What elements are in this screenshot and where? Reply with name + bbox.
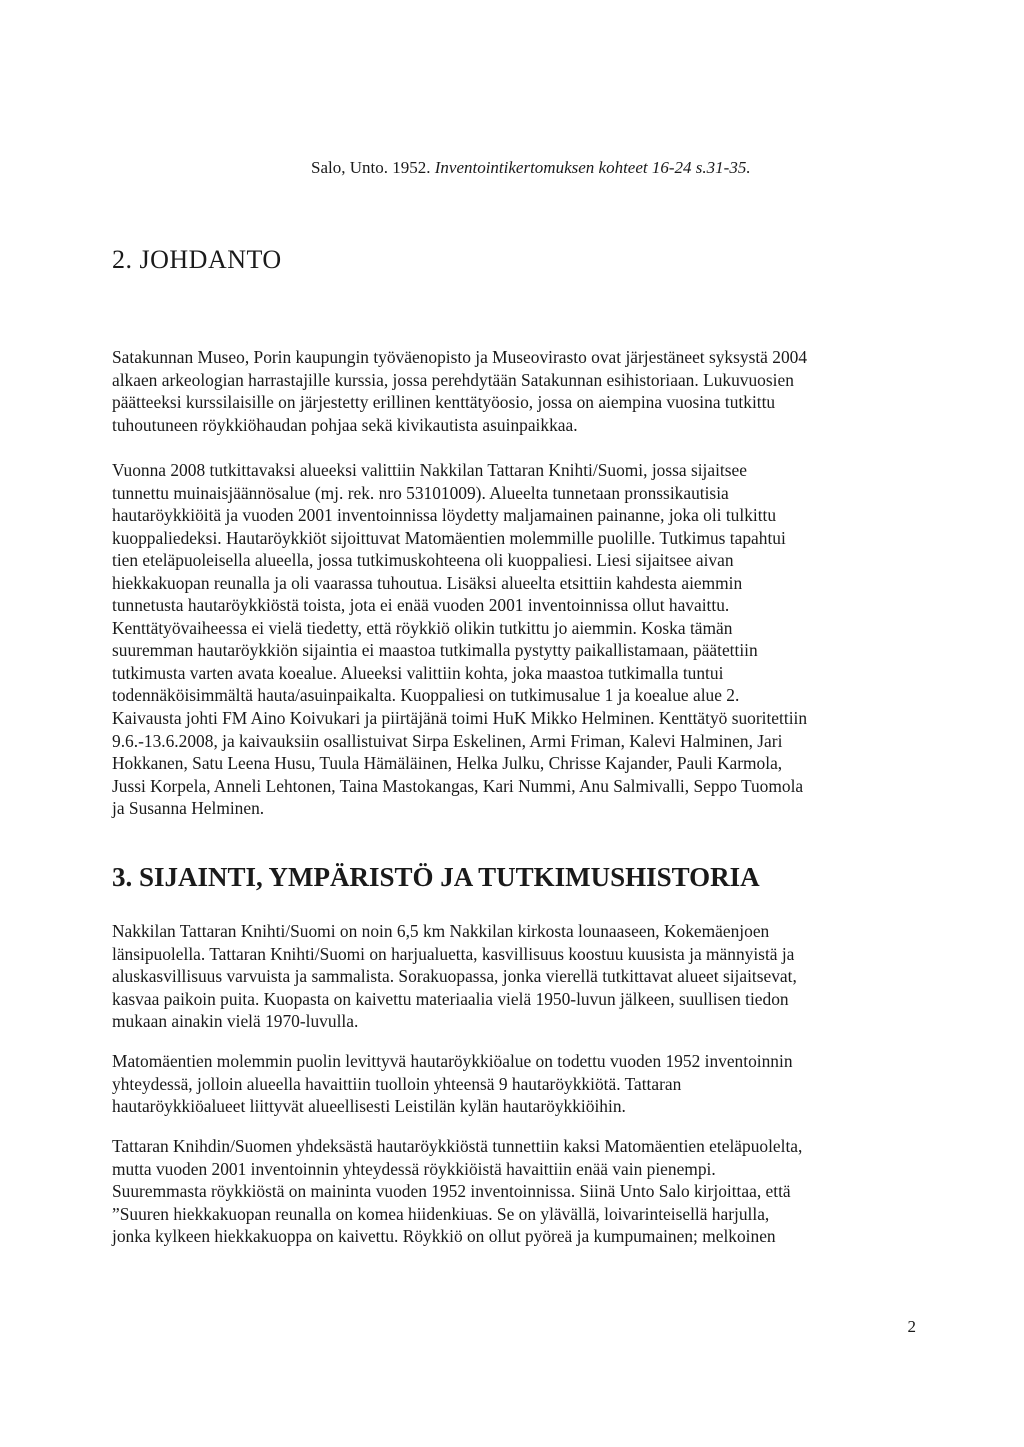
text-line: Tattaran Knihdin/Suomen yhdeksästä hautaröykkiöstä tunnettiin kaksi Matomäentien eteläpuolelta, (112, 1136, 803, 1156)
reference-author-year: Salo, Unto. 1952. (311, 158, 435, 177)
text-line: päätteeksi kurssilaisille on järjestetty erillinen kenttätyöosio, jossa on aiempina vuosina tutkittu (112, 392, 776, 412)
page-number: 2 (907, 1317, 916, 1336)
text-line: kasvaa paikoin puita. Kuopasta on kaivettu materiaalia vielä 1950-luvun jälkeen, suullisen tiedon (112, 988, 789, 1009)
text-line: Matomäentien molemmin puolin levittyvä hautaröykkiöalue on todettu vuoden 1952 inventoinnin (112, 1051, 793, 1071)
section-3-paragraph-2 (112, 1050, 922, 1118)
text-line: yhteydessä, jolloin alueella havaittiin tuolloin yhteensä 9 hautaröykkiötä. Tattaran (112, 1073, 682, 1094)
text-line: suuremman hautaröykkiön sijaintia ei maastoa tutkimalla pystytty paikallistamaan, päätettiin (112, 640, 758, 660)
bibliographic-reference (311, 157, 751, 179)
text-line: hiekkakuopan reunalla ja oli vaarassa tuhoutua. Lisäksi alueelta etsittiin kahdesta aiemmin (112, 572, 743, 593)
text-line: tunnettu muinaisjäännösalue (mj. rek. nro 53101009). Alueelta tunnetaan pronssikautisia (112, 482, 729, 503)
section-2-paragraph-2 (112, 459, 922, 707)
text-line: tien eteläpuoleisella alueella, jossa tutkimuskohteena oli kuoppaliesi. Liesi sijaitsee aivan (112, 550, 734, 570)
reference-title: Inventointikertomuksen kohteet 16-24 s.31-35. (434, 158, 751, 177)
section-2-paragraph-3 (112, 707, 922, 820)
text-line: kuoppaliedeksi. Hautaröykkiöt sijoittuvat Matomäentien molemmille puolille. Tutkimus tapahtui (112, 527, 786, 548)
text-line: 9.6.-13.6.2008, ja kaivauksiin osallistuivat Sirpa Eskelinen, Armi Friman, Kalevi Halminen, Jari (112, 730, 783, 751)
text-line: Kaivausta johti FM Aino Koivukari ja piirtäjänä toimi HuK Mikko Helminen. Kenttätyö suoritettiin (112, 708, 808, 728)
text-line: jonka kylkeen hiekkakuoppa on kaivettu. Röykkiö on ollut pyöreä ja kumpumainen; melkoinen (112, 1226, 776, 1246)
section-2-paragraph-1 (112, 346, 922, 436)
text-line: Suuremmasta röykkiöstä on maininta vuoden 1952 inventoinnissa. Siinä Unto Salo kirjoittaa, että (112, 1181, 791, 1201)
section-3-heading: 3. SIJAINTI, YMPÄRISTÖ JA TUTKIMUSHISTORIA (112, 862, 760, 892)
text-line: Jussi Korpela, Anneli Lehtonen, Taina Mastokangas, Kari Nummi, Anu Salmivalli, Seppo Tuomola (112, 775, 804, 796)
section-2-heading: 2. JOHDANTO (112, 245, 282, 274)
text-line: alkaen arkeologian harrastajille kurssia, jossa perehdytään Satakunnan esihistoriaan. Lukuvuosien (112, 369, 794, 390)
section-3-paragraph-3 (112, 1135, 922, 1248)
text-line: Satakunnan Museo, Porin kaupungin työväenopisto ja Museovirasto ovat järjestäneet syksystä 2004 (112, 347, 808, 367)
text-line: mukaan ainakin vielä 1970-luvulla. (112, 1011, 359, 1031)
text-line: todennäköisimmältä hauta/asuinpaikalta. Kuoppaliesi on tutkimusalue 1 ja koealue alue 2. (112, 685, 740, 705)
text-line: mutta vuoden 2001 inventoinnin yhteydessä röykkiöistä havaittiin enää vain pienempi. (112, 1158, 716, 1179)
section-3-paragraph-1 (112, 920, 922, 1033)
text-line: Hokkanen, Satu Leena Husu, Tuula Hämäläinen, Helka Julku, Chrisse Kajander, Pauli Karmola, (112, 753, 783, 773)
text-line: ”Suuren hiekkakuopan reunalla on komea hiidenkiuas. Se on ylävällä, loivarinteisellä harjulla, (112, 1203, 770, 1224)
text-line: ja Susanna Helminen. (112, 798, 265, 818)
text-line: Vuonna 2008 tutkittavaksi alueeksi valittiin Nakkilan Tattaran Knihti/Suomi, jossa sijaitsee (112, 460, 747, 480)
text-line: hautaröykkiöalueet liittyvät alueellisesti Leistilän kylän hautaröykkiöihin. (112, 1096, 626, 1116)
text-line: hautaröykkiöitä ja vuoden 2001 inventoinnissa löydetty maljamainen painanne, joka oli tulkittu (112, 505, 777, 525)
text-line: Kenttätyövaiheessa ei vielä tiedetty, että röykkiö olikin tutkittu jo aiemmin. Koska tämän (112, 617, 733, 638)
text-line: Nakkilan Tattaran Knihti/Suomi on noin 6,5 km Nakkilan kirkosta lounaaseen, Kokemäenjoen (112, 921, 770, 941)
text-line: tunnetusta hautaröykkiöstä toista, jota ei enää vuoden 2001 inventoinnissa ollut havaittu. (112, 595, 730, 615)
text-line: tuhoutuneen röykkiöhaudan pohjaa sekä kivikautista asuinpaikkaa. (112, 414, 578, 435)
text-line: tutkimusta varten avata koealue. Alueeksi valittiin kohta, joka maastoa tutkimalla tuntui (112, 662, 724, 683)
text-line: länsipuolella. Tattaran Knihti/Suomi on harjualuetta, kasvillisuus koostuu kuusista ja männyistä ja (112, 943, 795, 964)
text-line: aluskasvillisuus varvuista ja sammalista. Sorakuopassa, jonka vierellä tutkittavat alueet sijaitsevat, (112, 966, 797, 986)
